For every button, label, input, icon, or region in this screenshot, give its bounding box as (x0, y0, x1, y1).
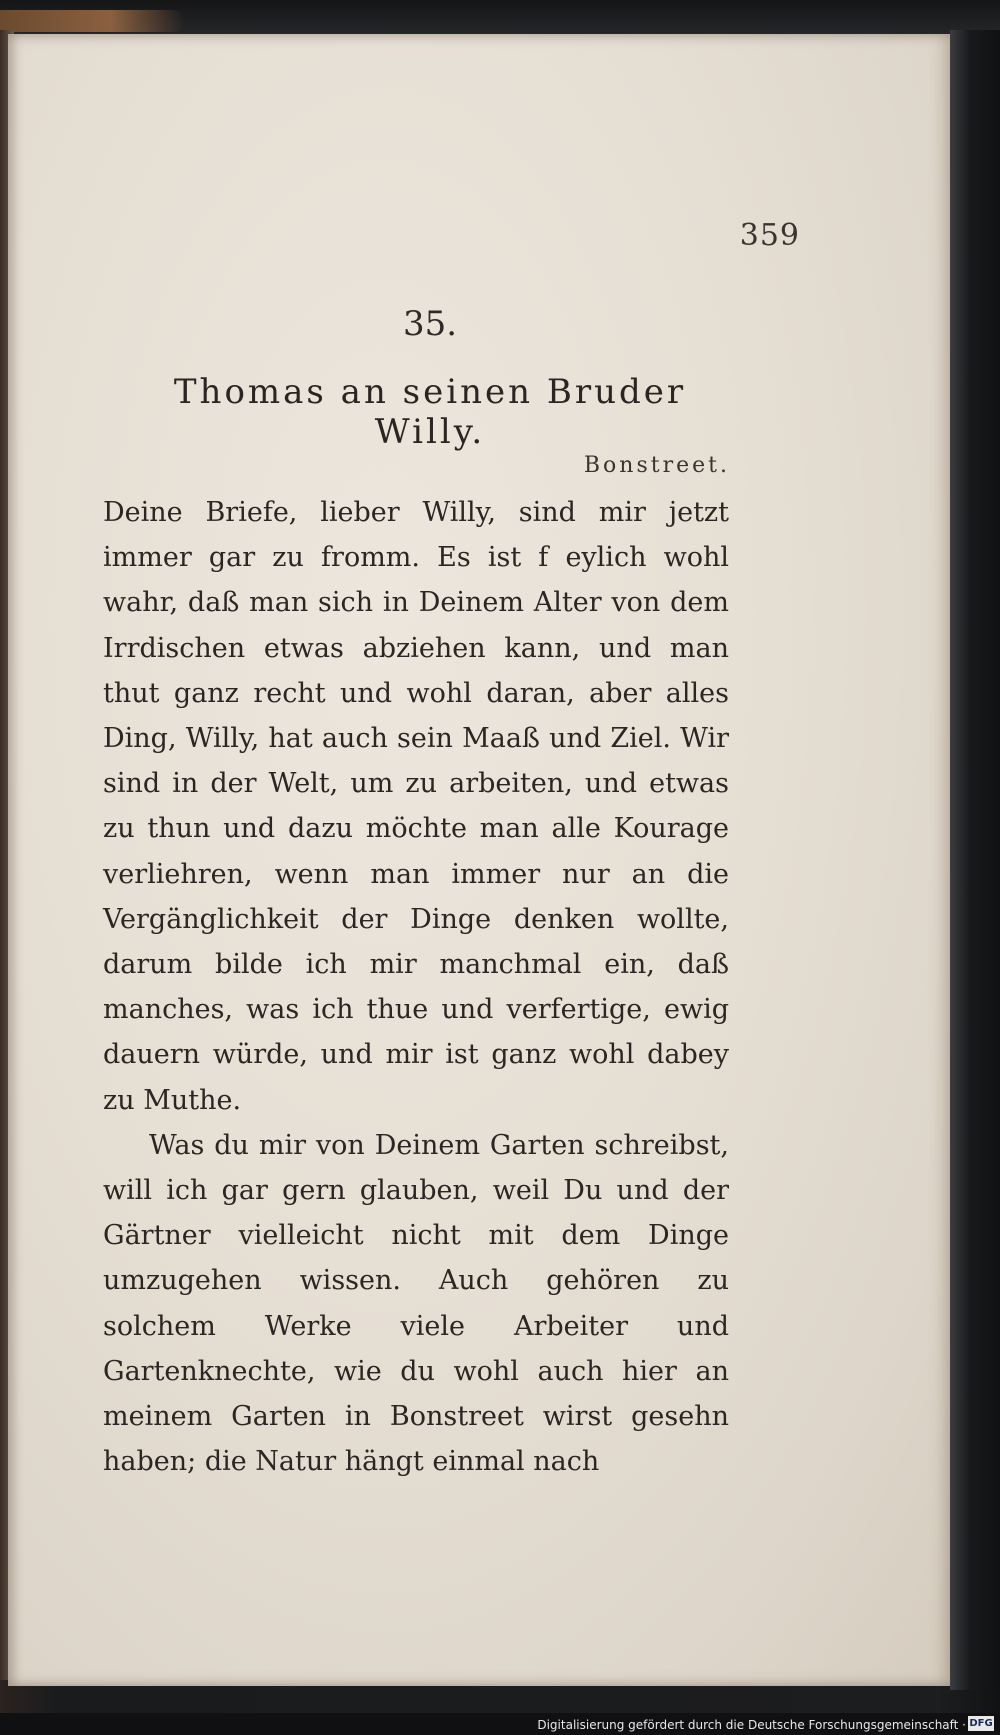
dfg-logo-icon: DFG (969, 1718, 993, 1729)
letter-place: Bonstreet. (583, 453, 730, 478)
page-number: 359 (739, 218, 800, 253)
footer-credit: Digitalisierung gefördert durch die Deutsche Forschungsgemeinschaft · (537, 1718, 966, 1732)
paragraph-2: Was du mir von Deinem Garten schreibst, will ich gar gern glauben, weil Du und der Gärtner vielleicht nicht mit dem Dinge umzugehen wissen. Auch gehören zu solchem Werke viele Arbeiter und Gartenknechte, wie du wohl auch hier an meinem Garten in Bonstreet wirst gesehn haben; die Natur hängt einmal nach (103, 1129, 729, 1478)
chapter-number: 35. (402, 304, 458, 344)
book-cover-edge (0, 10, 185, 32)
page-right-edge (950, 30, 1000, 1690)
letter-title: Thomas an seinen Bruder Willy. (173, 372, 687, 452)
letter-body (103, 490, 729, 1484)
paragraph-1: Deine Briefe, lieber Willy, sind mir jetzt immer gar zu fromm. Es ist f eylich wohl wahr, daß man sich in Deinem Alter von dem Irrdischen etwas abziehen kann, und man thut ganz recht und wohl daran, aber alles Ding, Willy, hat auch sein Maaß und Ziel. Wir sind in der Welt, um zu arbeiten, und etwas zu thun und dazu möchte man alle Kourage verliehren, wenn man immer nur an die Vergänglichkeit der Dinge denken wollte, darum bilde ich mir manchmal ein, daß manches, was ich thue und verfertige, ewig dauern würde, und mir ist ganz wohl dabey zu Muthe. (103, 497, 729, 1116)
